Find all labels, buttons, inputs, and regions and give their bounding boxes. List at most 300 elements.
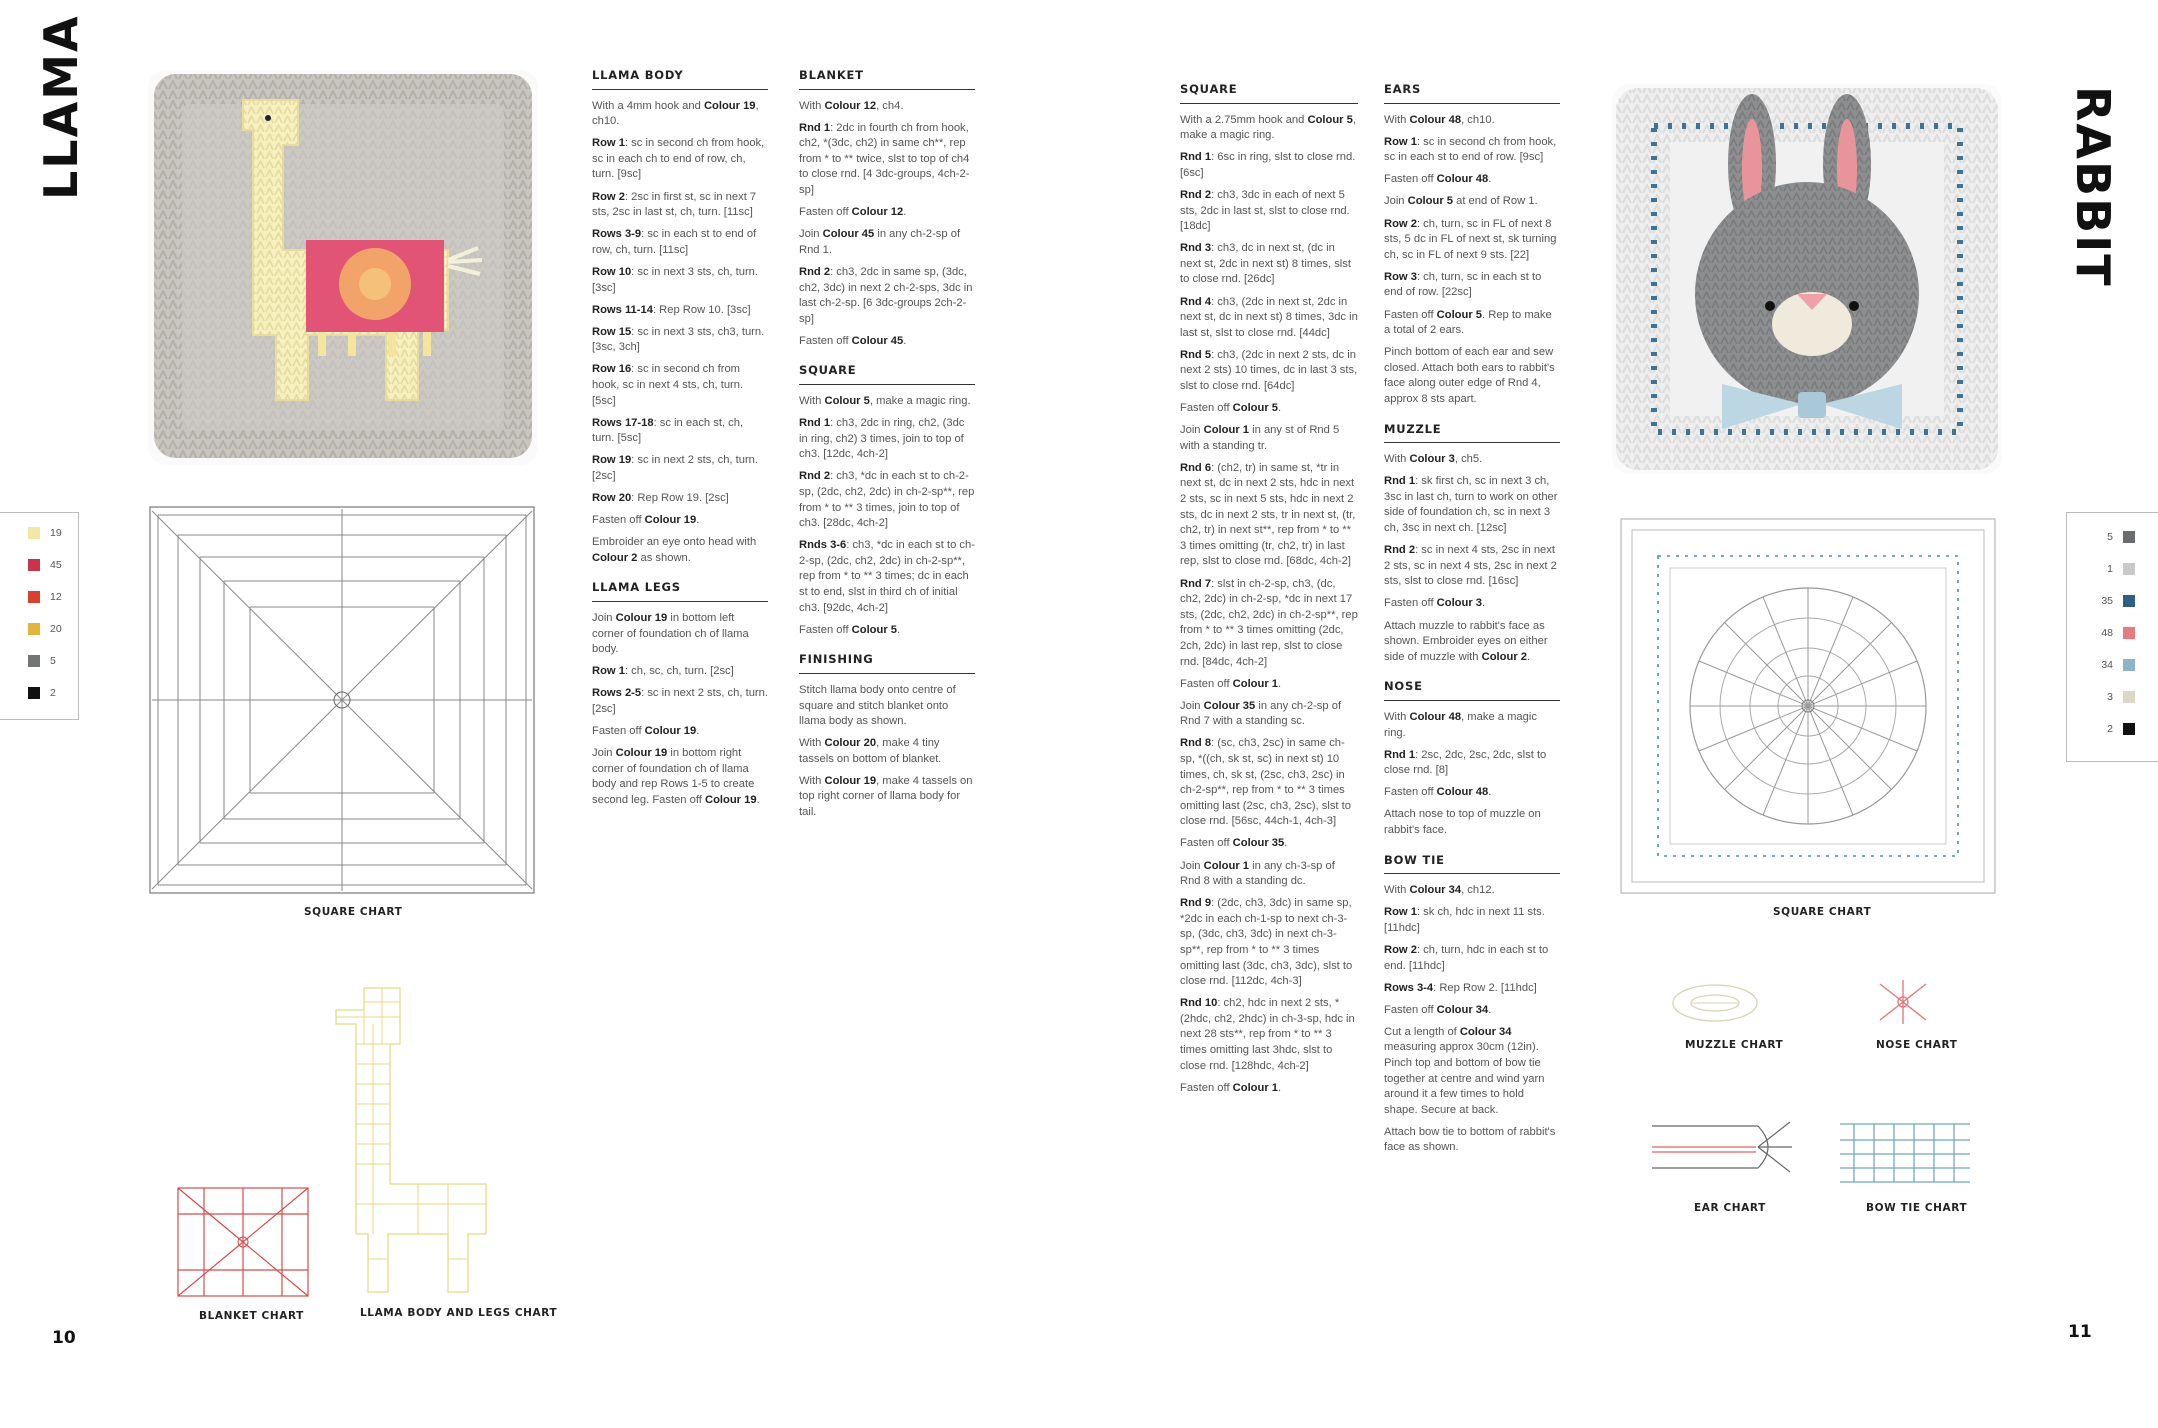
instruction-text: Fasten off bbox=[592, 725, 645, 738]
instruction-paragraph bbox=[592, 453, 768, 484]
instruction-text: Fasten off bbox=[1384, 173, 1437, 186]
muzzle-chart bbox=[1668, 980, 1762, 1026]
instruction-paragraph bbox=[1384, 807, 1560, 838]
instruction-emphasis: Rnd 8 bbox=[1180, 737, 1212, 750]
instruction-text: , ch10. bbox=[1461, 113, 1495, 126]
muzzle-chart-caption: MUZZLE CHART bbox=[1685, 1039, 1784, 1051]
section-heading: MUZZLE bbox=[1384, 422, 1560, 444]
instruction-emphasis: Rows 3-9 bbox=[592, 228, 642, 241]
rabbit-pattern-column-2 bbox=[1384, 82, 1560, 1170]
instruction-emphasis: Colour 48 bbox=[1409, 710, 1462, 723]
instruction-text: : ch3, *dc in each st to ch-2-sp, (2dc, ch2, 2dc) in ch-2-sp**, rep from * to ** 3 times; dc in each st to end, slst in third ch of initial ch3. [92dc, 4ch-2] bbox=[799, 539, 975, 614]
instruction-emphasis: Row 16 bbox=[592, 363, 632, 376]
instruction-emphasis: Colour 48 bbox=[1436, 786, 1489, 799]
instruction-paragraph bbox=[1384, 113, 1560, 129]
instruction-text: Join bbox=[592, 747, 616, 760]
instruction-paragraph bbox=[592, 227, 768, 258]
instruction-paragraph bbox=[592, 491, 768, 507]
instruction-emphasis: Row 1 bbox=[1384, 906, 1417, 919]
instruction-text: : (2dc, ch3, 3dc) in same sp, *2dc in each ch-1-sp to next ch-3-sp, (3dc, ch3, 3dc) in next ch-3-sp**, rep from * to ** 3 times omitting last (3dc, ch3, 3dc), slst to close rnd. [112dc, 4ch-3] bbox=[1180, 897, 1353, 988]
page-title-rabbit: RABBIT bbox=[2066, 86, 2120, 288]
instruction-text: : 2dc in fourth ch from hook, ch2, *(3dc, ch2) in same ch**, rep from * to ** twice, slst to top of ch4 to close rnd. [4 3dc-groups, 4ch-2-sp] bbox=[799, 121, 970, 197]
palette-swatch-5: 5 bbox=[0, 645, 78, 677]
instruction-emphasis: Colour 19 bbox=[644, 725, 697, 738]
instruction-paragraph bbox=[592, 325, 768, 356]
instruction-emphasis: Colour 19 bbox=[704, 793, 757, 806]
instruction-text: : sc in each st to end of row, ch, turn. [11sc] bbox=[592, 228, 757, 256]
instruction-emphasis: Row 20 bbox=[592, 492, 632, 505]
instruction-paragraph bbox=[799, 736, 975, 767]
instruction-text: measuring approx 30cm (12in). Pinch top and bottom of bow tie together at centre and wind yarn around it a few times to hold shape. Secure at back. bbox=[1384, 1041, 1545, 1116]
instruction-paragraph bbox=[799, 205, 975, 221]
instruction-text: Attach muzzle to rabbit's face as shown. Embroider eyes on either side of muzzle with bbox=[1384, 619, 1548, 663]
instruction-text: Fasten off bbox=[592, 514, 645, 527]
palette-swatch-1: 1 bbox=[2067, 553, 2158, 585]
instruction-paragraph bbox=[1180, 423, 1358, 454]
swatch bbox=[28, 591, 40, 603]
instruction-paragraph bbox=[1384, 905, 1560, 936]
llama-square-chart bbox=[148, 505, 536, 895]
instruction-text: , make a magic ring. bbox=[869, 395, 971, 407]
ear-chart bbox=[1646, 1112, 1794, 1186]
instruction-paragraph bbox=[799, 121, 975, 199]
instruction-emphasis: Rnd 1 bbox=[799, 417, 831, 430]
llama-pattern-column-1 bbox=[592, 68, 768, 823]
instruction-text: : ch3, (2dc in next 2 sts, dc in next 2 sts) 10 times, dc in last 3 sts, slst to close rnd. [64dc] bbox=[1180, 348, 1358, 392]
instruction-paragraph bbox=[1384, 194, 1560, 210]
bow-tie-chart-caption: BOW TIE CHART bbox=[1866, 1202, 1968, 1214]
swatch bbox=[2123, 531, 2135, 543]
instruction-text: , ch5. bbox=[1454, 453, 1483, 466]
instruction-text: , ch12. bbox=[1461, 884, 1495, 897]
swatch bbox=[2123, 659, 2135, 671]
instruction-text: . bbox=[1488, 786, 1492, 799]
instruction-text: . bbox=[696, 725, 700, 738]
palette-swatch-5: 5 bbox=[2067, 521, 2158, 553]
instruction-text: : 2sc in first st, sc in next 7 sts, 2sc in last st, ch, turn. [11sc] bbox=[592, 190, 757, 219]
instruction-emphasis: Rows 3-4 bbox=[1384, 981, 1434, 994]
instruction-text: . bbox=[756, 793, 760, 806]
pattern-section bbox=[1384, 679, 1560, 838]
instruction-text: With bbox=[799, 395, 825, 407]
instruction-paragraph bbox=[1384, 1025, 1560, 1119]
instruction-paragraph bbox=[1384, 596, 1560, 612]
instruction-emphasis: Rnd 9 bbox=[1180, 897, 1212, 910]
instruction-paragraph bbox=[592, 746, 768, 808]
instruction-emphasis: Colour 2 bbox=[1481, 650, 1527, 663]
instruction-emphasis: Row 1 bbox=[592, 137, 625, 150]
nose-chart-caption: NOSE CHART bbox=[1876, 1039, 1958, 1051]
instruction-text: as shown. bbox=[637, 551, 691, 564]
instruction-emphasis: Colour 3 bbox=[1409, 453, 1455, 466]
instruction-text: : ch3, 2dc in ring, ch2, (3dc in ring, ch2) 3 times, join to top of ch3. [12dc, 4ch-2] bbox=[799, 417, 965, 461]
instruction-paragraph bbox=[1384, 943, 1560, 974]
instruction-paragraph bbox=[1180, 188, 1358, 235]
instruction-emphasis: Colour 1 bbox=[1203, 424, 1250, 437]
instruction-emphasis: Row 2 bbox=[592, 190, 625, 203]
palette-swatch-48: 48 bbox=[2067, 617, 2158, 649]
instruction-text: Join bbox=[1180, 859, 1204, 872]
instruction-emphasis: Colour 45 bbox=[822, 228, 875, 241]
instruction-paragraph bbox=[799, 774, 975, 821]
instruction-emphasis: Colour 19 bbox=[644, 514, 697, 527]
instruction-text: . bbox=[1482, 597, 1486, 610]
section-heading: NOSE bbox=[1384, 679, 1560, 701]
instruction-text: : Rep Row 10. [3sc] bbox=[652, 303, 751, 316]
instruction-text: : ch, sc, ch, turn. [2sc] bbox=[624, 665, 734, 678]
instruction-emphasis: Colour 5 bbox=[851, 623, 898, 636]
instruction-emphasis: Rnd 1 bbox=[1384, 475, 1416, 488]
instruction-paragraph bbox=[592, 362, 768, 409]
instruction-paragraph bbox=[1384, 452, 1560, 468]
pattern-section bbox=[799, 652, 975, 820]
palette-swatch-2: 2 bbox=[0, 677, 78, 709]
instruction-paragraph bbox=[1384, 345, 1560, 407]
instruction-text: : (sc, ch3, 2sc) in same ch-sp, *((ch, sk st, sc) in next st) 10 times, ch, sk st, (2sc, ch3, 2sc) in ch-2-sp**, rep from * to ** 3 times omitting last (2sc, ch3, 2sc), slst to close rnd. [56sc, 44ch-1, 4ch-3] bbox=[1180, 737, 1351, 828]
instruction-paragraph bbox=[592, 611, 768, 658]
instruction-text: Fasten off bbox=[799, 334, 852, 347]
instruction-paragraph bbox=[1180, 295, 1358, 342]
swatch bbox=[28, 623, 40, 635]
instruction-paragraph bbox=[592, 513, 768, 529]
instruction-emphasis: Colour 48 bbox=[1409, 113, 1462, 126]
instruction-text: , make 4 tassels on top right corner of llama body for tail. bbox=[799, 774, 973, 819]
instruction-text: . bbox=[696, 514, 700, 527]
instruction-emphasis: Rnd 6 bbox=[1180, 461, 1212, 474]
instruction-text: : sc in second ch from hook, sc in next 4 sts, ch, turn. [5sc] bbox=[592, 363, 744, 407]
instruction-text: Fasten off bbox=[799, 206, 852, 219]
instruction-text: : sc in next 3 sts, ch3, turn. [3sc, 3ch] bbox=[592, 325, 765, 354]
instruction-paragraph bbox=[1384, 217, 1560, 264]
instruction-emphasis: Rnds 3-6 bbox=[799, 539, 847, 552]
instruction-paragraph bbox=[1180, 461, 1358, 570]
instruction-text: . bbox=[1488, 1003, 1492, 1016]
llama-square-chart-caption: SQUARE CHART bbox=[304, 906, 403, 918]
instruction-emphasis: Rnd 10 bbox=[1180, 997, 1218, 1010]
instruction-paragraph bbox=[1384, 710, 1560, 741]
swatch bbox=[2123, 723, 2135, 735]
instruction-text: : sc in next 2 sts, ch, turn. [2sc] bbox=[592, 454, 759, 482]
rabbit-square-chart bbox=[1618, 516, 1998, 896]
instruction-paragraph bbox=[592, 99, 768, 130]
instruction-text: Join bbox=[1180, 424, 1204, 437]
instruction-text: : ch3, (2dc in next st, 2dc in next st, dc in next st) 8 times, 3dc in last st, slst to close rnd. [44dc] bbox=[1180, 295, 1358, 339]
instruction-text: at end of Row 1. bbox=[1453, 195, 1538, 208]
palette-swatch-3: 3 bbox=[2067, 681, 2158, 713]
instruction-paragraph bbox=[1384, 1125, 1560, 1156]
instruction-paragraph bbox=[592, 686, 768, 717]
instruction-text: : (ch2, tr) in same st, *tr in next st, dc in next 2 sts, hdc in next 2 sts, sc in next 5 sts, hdc in next 2 sts, dc in next 2 sts, tr in next st, (tr, ch2, tr) in next st**, rep from * to ** 3 times omitting (tr, ch2, tr) in last rep, slst to close rnd. [68dc, 4ch-2] bbox=[1180, 461, 1356, 568]
instruction-emphasis: Rnd 5 bbox=[1180, 348, 1212, 361]
instruction-paragraph bbox=[1180, 836, 1358, 852]
swatch bbox=[28, 527, 40, 539]
instruction-text: , make 4 tiny tassels on bottom of blanket. bbox=[799, 737, 942, 765]
instruction-paragraph bbox=[1180, 699, 1358, 730]
instruction-emphasis: Colour 1 bbox=[1203, 859, 1250, 872]
instruction-text: . bbox=[1278, 677, 1282, 690]
instruction-text: : slst in ch-2-sp, ch3, (dc, ch2, 2dc) in ch-2-sp, *dc in next 17 sts, (2dc, ch2, 2dc) in ch-2-sp**, rep from * to ** 3 times omitting (2dc, 2ch, 2dc) in last rep, slst to close rnd. [84dc, 4ch-2] bbox=[1180, 577, 1358, 668]
instruction-emphasis: Colour 35 bbox=[1232, 837, 1285, 850]
instruction-paragraph bbox=[1180, 348, 1358, 395]
instruction-emphasis: Row 15 bbox=[592, 325, 632, 338]
swatch bbox=[2123, 563, 2135, 575]
pattern-section bbox=[799, 363, 975, 638]
instruction-paragraph bbox=[799, 683, 975, 730]
section-heading: BLANKET bbox=[799, 68, 975, 90]
section-heading: LLAMA BODY bbox=[592, 68, 768, 90]
instruction-text: in bottom right corner of foundation ch of llama body and rep Rows 1-5 to create second leg. Fasten off bbox=[592, 747, 755, 806]
instruction-text: With bbox=[799, 737, 825, 750]
instruction-paragraph bbox=[1384, 883, 1560, 899]
instruction-emphasis: Colour 5 bbox=[1436, 308, 1483, 321]
instruction-text: Join bbox=[592, 612, 616, 625]
section-heading: EARS bbox=[1384, 82, 1560, 104]
palette-swatch-12: 12 bbox=[0, 581, 78, 613]
instruction-paragraph bbox=[1384, 270, 1560, 301]
instruction-text: . bbox=[897, 623, 901, 636]
pattern-section bbox=[592, 580, 768, 808]
instruction-text: in any ch-3-sp of Rnd 8 with a standing dc. bbox=[1180, 859, 1335, 888]
instruction-paragraph bbox=[799, 265, 975, 327]
instruction-text: Join bbox=[799, 228, 823, 241]
instruction-text: Fasten off bbox=[1180, 1081, 1233, 1094]
instruction-text: With bbox=[1384, 453, 1410, 466]
pattern-section bbox=[592, 68, 768, 566]
instruction-emphasis: Row 3 bbox=[1384, 270, 1417, 283]
ear-chart-caption: EAR CHART bbox=[1694, 1202, 1766, 1214]
pattern-section bbox=[1384, 422, 1560, 666]
instruction-text: : sc in second ch from hook, sc in each ch to end of row, ch, turn. [9sc] bbox=[592, 137, 765, 181]
instruction-paragraph bbox=[1180, 996, 1358, 1074]
instruction-text: Pinch bottom of each ear and sew closed. Attach both ears to rabbit's face along outer edge of Rnd 4, approx 8 sts apart. bbox=[1384, 346, 1555, 405]
instruction-paragraph bbox=[1180, 113, 1358, 144]
instruction-emphasis: Row 2 bbox=[1384, 217, 1417, 230]
instruction-emphasis: Colour 3 bbox=[1436, 597, 1483, 610]
instruction-text: . bbox=[1278, 402, 1282, 415]
section-heading: SQUARE bbox=[1180, 82, 1358, 104]
instruction-text: : sk ch, hdc in next 11 sts. [11hdc] bbox=[1384, 906, 1545, 934]
instruction-emphasis: Rows 2-5 bbox=[592, 687, 642, 700]
blanket-chart bbox=[174, 1184, 312, 1300]
instruction-text: Attach nose to top of muzzle on rabbit's face. bbox=[1384, 808, 1541, 836]
instruction-emphasis: Rnd 2 bbox=[1180, 188, 1212, 201]
instruction-paragraph bbox=[1384, 619, 1560, 666]
instruction-paragraph bbox=[1384, 474, 1560, 536]
rabbit-square-chart-caption: SQUARE CHART bbox=[1773, 906, 1872, 918]
section-heading: BOW TIE bbox=[1384, 853, 1560, 875]
instruction-paragraph bbox=[1180, 736, 1358, 830]
instruction-text: : sc in second ch from hook, sc in each st to end of row. [9sc] bbox=[1384, 135, 1557, 164]
instruction-paragraph bbox=[592, 190, 768, 221]
instruction-paragraph bbox=[799, 538, 975, 616]
instruction-text: Fasten off bbox=[1384, 1003, 1437, 1016]
instruction-emphasis: Row 1 bbox=[1384, 135, 1417, 148]
instruction-paragraph bbox=[592, 416, 768, 447]
nose-chart bbox=[1872, 978, 1934, 1026]
instruction-emphasis: Colour 5 bbox=[1407, 195, 1454, 208]
instruction-text: : ch3, *dc in each st to ch-2-sp, (2dc, ch2, 2dc) in ch-2-sp**, rep from * to ** 3 times, join to top of ch3. [28dc, 4ch-2] bbox=[799, 470, 975, 530]
instruction-paragraph bbox=[799, 99, 975, 115]
instruction-paragraph bbox=[592, 136, 768, 183]
instruction-text: With bbox=[799, 774, 825, 787]
instruction-paragraph bbox=[1384, 543, 1560, 590]
swatch bbox=[28, 559, 40, 571]
instruction-text: . bbox=[903, 334, 907, 347]
page-number-right: 11 bbox=[2068, 1322, 2092, 1342]
instruction-paragraph bbox=[799, 394, 975, 410]
instruction-emphasis: Colour 48 bbox=[1436, 173, 1489, 186]
instruction-emphasis: Colour 19 bbox=[615, 612, 668, 625]
instruction-paragraph bbox=[1180, 241, 1358, 288]
instruction-emphasis: Colour 45 bbox=[851, 334, 904, 347]
instruction-text: . bbox=[1278, 1081, 1282, 1094]
instruction-emphasis: Rows 11-14 bbox=[592, 303, 653, 316]
palette-swatch-19: 19 bbox=[0, 517, 78, 549]
instruction-text: : ch, turn, sc in FL of next 8 sts, 5 dc in FL of next st, sk turning ch, sc in FL of next 9 sts. [22] bbox=[1384, 217, 1557, 261]
instruction-text: . bbox=[1527, 650, 1531, 663]
instruction-text: Embroider an eye onto head with bbox=[592, 536, 757, 549]
instruction-text: in any st of Rnd 5 with a standing tr. bbox=[1180, 424, 1340, 452]
instruction-emphasis: Row 19 bbox=[592, 454, 632, 467]
instruction-emphasis: Colour 19 bbox=[824, 774, 877, 787]
instruction-paragraph bbox=[592, 265, 768, 296]
instruction-paragraph bbox=[1180, 1081, 1358, 1097]
instruction-emphasis: Colour 1 bbox=[1232, 1081, 1279, 1094]
llama-colour-palette bbox=[0, 512, 79, 720]
instruction-paragraph bbox=[1384, 172, 1560, 188]
instruction-paragraph bbox=[799, 469, 975, 531]
instruction-paragraph bbox=[1384, 1003, 1560, 1019]
instruction-paragraph bbox=[592, 535, 768, 566]
pattern-section bbox=[1180, 82, 1358, 1096]
swatch bbox=[28, 655, 40, 667]
swatch bbox=[2123, 595, 2135, 607]
instruction-text: Attach bow tie to bottom of rabbit's face as shown. bbox=[1384, 1125, 1556, 1154]
instruction-text: Join bbox=[1180, 699, 1204, 712]
instruction-text: With a 2.75mm hook and bbox=[1180, 113, 1308, 126]
instruction-text: With bbox=[799, 99, 825, 112]
instruction-text: Fasten off bbox=[799, 623, 852, 636]
instruction-text: in any ch-2-sp of Rnd 1. bbox=[799, 228, 961, 256]
instruction-text: With bbox=[1384, 113, 1410, 126]
instruction-emphasis: Colour 20 bbox=[824, 737, 877, 750]
instruction-text: Join bbox=[1384, 195, 1408, 208]
instruction-paragraph bbox=[799, 623, 975, 639]
pattern-section bbox=[1384, 82, 1560, 408]
instruction-emphasis: Colour 35 bbox=[1203, 699, 1256, 712]
rabbit-pattern-column-1 bbox=[1180, 82, 1358, 1110]
palette-swatch-35: 35 bbox=[2067, 585, 2158, 617]
palette-swatch-2: 2 bbox=[2067, 713, 2158, 745]
instruction-text: Stitch llama body onto centre of square and stitch blanket onto llama body as shown. bbox=[799, 683, 956, 728]
instruction-text: : ch3, 3dc in each of next 5 sts, 2dc in last st, slst to close rnd. [18dc] bbox=[1180, 188, 1350, 233]
instruction-text: , ch10. bbox=[592, 99, 759, 128]
instruction-emphasis: Colour 12 bbox=[851, 206, 904, 219]
instruction-text: : Rep Row 2. [11hdc] bbox=[1433, 981, 1537, 994]
instruction-text: : sc in next 4 sts, 2sc in next 2 sts, sc in next 4 sts, 2sc in next 2 sts, slst to close rnd. [16sc] bbox=[1384, 544, 1557, 588]
instruction-text: , make a magic ring. bbox=[1180, 113, 1356, 142]
blanket-chart-caption: BLANKET CHART bbox=[199, 1310, 304, 1322]
instruction-text: : sk first ch, sc in next 3 ch, 3sc in last ch, turn to work on other side of foundation ch, sc in next 3 ch, 3sc in next ch. [12sc] bbox=[1384, 475, 1558, 535]
instruction-paragraph bbox=[1384, 135, 1560, 166]
section-heading: LLAMA LEGS bbox=[592, 580, 768, 602]
instruction-paragraph bbox=[1384, 308, 1560, 339]
instruction-text: With bbox=[1384, 710, 1410, 723]
instruction-emphasis: Rows 17-18 bbox=[592, 416, 654, 429]
instruction-text: : ch3, 2dc in same sp, (3dc, ch2, 3dc) in next 2 ch-2-sps, 3dc in last ch-2-sp. [6 3dc-groups 2ch-2-sp] bbox=[799, 265, 973, 325]
instruction-emphasis: Colour 5 bbox=[1232, 402, 1279, 415]
instruction-text: Fasten off bbox=[1180, 837, 1233, 850]
page-number-left: 10 bbox=[52, 1328, 76, 1348]
instruction-text: : 2sc, 2dc, 2sc, 2dc, slst to close rnd. [8] bbox=[1384, 748, 1547, 777]
instruction-emphasis: Colour 19 bbox=[615, 747, 668, 760]
instruction-text: : ch2, hdc in next 2 sts, *(2hdc, ch2, 2hdc) in ch-3-sp, hdc in next 28 sts**, rep from * to ** 3 times omitting last 3hdc, slst to close rnd. [128hdc, 4ch-2] bbox=[1180, 997, 1355, 1072]
section-heading: SQUARE bbox=[799, 363, 975, 385]
instruction-text: Fasten off bbox=[1384, 786, 1437, 799]
instruction-paragraph bbox=[592, 664, 768, 680]
instruction-paragraph bbox=[1384, 981, 1560, 997]
rabbit-colour-palette bbox=[2066, 512, 2158, 762]
instruction-text: Fasten off bbox=[1384, 308, 1437, 321]
instruction-text: . bbox=[903, 206, 907, 219]
instruction-paragraph bbox=[1180, 859, 1358, 890]
instruction-text: : ch3, dc in next st, (dc in next st, 2dc in next st) 8 times, slst to close rnd. [26dc] bbox=[1180, 242, 1351, 286]
instruction-paragraph bbox=[592, 303, 768, 319]
instruction-text: . bbox=[1488, 173, 1492, 186]
instruction-text: : sc in each st, ch, turn. [5sc] bbox=[592, 416, 744, 445]
palette-swatch-20: 20 bbox=[0, 613, 78, 645]
instruction-emphasis: Colour 34 bbox=[1436, 1003, 1489, 1016]
instruction-text: , ch4. bbox=[876, 99, 904, 112]
llama-body-chart bbox=[328, 984, 494, 1296]
instruction-text: . Rep to make a total of 2 ears. bbox=[1384, 308, 1552, 337]
llama-body-chart-caption: LLAMA BODY AND LEGS CHART bbox=[360, 1307, 558, 1319]
instruction-paragraph bbox=[799, 227, 975, 258]
pattern-section bbox=[799, 68, 975, 349]
instruction-emphasis: Rnd 2 bbox=[799, 470, 831, 483]
instruction-text: Cut a length of bbox=[1384, 1025, 1460, 1038]
instruction-text: : ch, turn, hdc in each st to end. [11hdc] bbox=[1384, 943, 1549, 972]
instruction-emphasis: Rnd 4 bbox=[1180, 295, 1212, 308]
instruction-text: With bbox=[1384, 884, 1410, 897]
swatch bbox=[28, 687, 40, 699]
bow-tie-chart bbox=[1834, 1118, 1976, 1188]
swatch bbox=[2123, 627, 2135, 639]
instruction-paragraph bbox=[1180, 677, 1358, 693]
instruction-text: : sc in next 3 sts, ch, turn. [3sc] bbox=[592, 265, 759, 294]
instruction-text: Fasten off bbox=[1180, 677, 1233, 690]
instruction-emphasis: Colour 2 bbox=[592, 551, 638, 564]
instruction-paragraph bbox=[1180, 577, 1358, 671]
llama-pattern-column-2 bbox=[799, 68, 975, 835]
instruction-text: in bottom left corner of foundation ch of llama body. bbox=[592, 612, 749, 656]
instruction-paragraph bbox=[1180, 896, 1358, 990]
instruction-emphasis: Row 1 bbox=[592, 665, 625, 678]
instruction-emphasis: Colour 34 bbox=[1459, 1025, 1512, 1038]
section-heading: FINISHING bbox=[799, 652, 975, 674]
instruction-emphasis: Colour 12 bbox=[824, 99, 877, 112]
llama-square-photo bbox=[148, 70, 538, 465]
instruction-emphasis: Rnd 1 bbox=[799, 121, 831, 134]
instruction-text: : ch, turn, sc in each st to end of row. [22sc] bbox=[1384, 270, 1542, 299]
instruction-paragraph bbox=[1180, 401, 1358, 417]
instruction-emphasis: Rnd 2 bbox=[799, 265, 831, 278]
instruction-text: : 6sc in ring, slst to close rnd. [6sc] bbox=[1180, 151, 1356, 179]
instruction-text: : Rep Row 19. [2sc] bbox=[631, 492, 729, 505]
instruction-emphasis: Colour 5 bbox=[1307, 113, 1353, 126]
instruction-text: in any ch-2-sp of Rnd 7 with a standing sc. bbox=[1180, 699, 1342, 728]
swatch bbox=[2123, 691, 2135, 703]
